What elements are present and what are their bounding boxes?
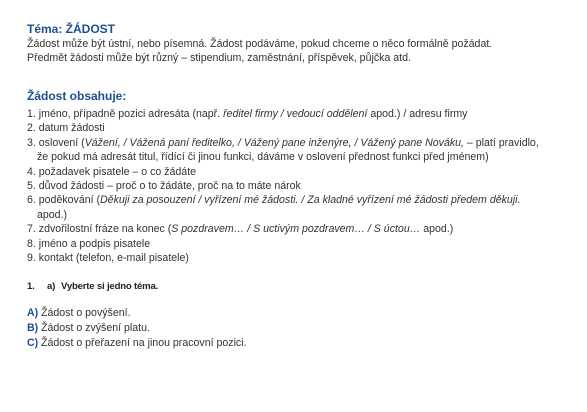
list-item: 8. jméno a podpis pisatele — [27, 237, 151, 250]
task-instruction — [27, 281, 569, 292]
list-item: 6. poděkování (Děkuji za posouzení / vyřízení mé žádosti. / Za kladné vyřízení mé žádosti předem děkuji. apod.) — [27, 194, 521, 221]
option-letter: A) — [27, 307, 39, 320]
option-letter: C) — [27, 337, 39, 350]
contents-list — [27, 107, 569, 265]
list-item: 9. kontakt (telefon, e-mail pisatele) — [27, 252, 189, 265]
list-item: 5. důvod žádosti – proč o to žádáte, proč na to máte nárok — [27, 180, 301, 193]
option-text: Žádost o přeřazení na jinou pracovní pozici. — [41, 337, 247, 350]
list-item: 3. oslovení (Vážení, / Vážená paní ředitelko, / Vážený pane inženýre, / Vážený pane Nováku, – platí pravidlo, že pokud má adresát titul, řídící či jinou funkci, dáváme v oslovení přednost funkci před jménem) — [27, 136, 539, 164]
list-item: 7. zdvořilostní fráze na konec (S pozdravem… / S uctivým pozdravem… / S úctou… apod.) — [27, 223, 454, 236]
task-sub-letter: a) — [47, 281, 56, 293]
option-a[interactable] — [27, 306, 569, 321]
option-b[interactable] — [27, 321, 569, 336]
topic-description-line-2: Předmět žádosti může být různý – stipendium, zaměstnání, příspěvek, půjčka atd. — [27, 51, 411, 64]
contents-heading: Žádost obsahuje: — [27, 89, 127, 103]
task-number: 1. — [27, 281, 35, 293]
option-c[interactable] — [27, 336, 569, 351]
option-text: Žádost o povýšení. — [41, 307, 131, 320]
list-item: 4. požadavek pisatele – o co žádáte — [27, 165, 197, 178]
task-text: Vyberte si jedno téma. — [61, 281, 159, 293]
topic-heading: Téma: ŽÁDOST — [27, 22, 116, 36]
topic-description-line-1: Žádost může být ústní, nebo písemná. Žádost podáváme, pokud chceme o něco formálně požádat. — [27, 38, 493, 50]
list-item: 1. jméno, případně pozici adresáta (např. ředitel firmy / vedoucí oddělení apod.) / adresu firmy — [27, 108, 468, 120]
topic-options — [27, 306, 569, 351]
list-item: 2. datum žádosti — [27, 122, 105, 135]
option-text: Žádost o zvýšení platu. — [41, 322, 150, 335]
option-letter: B) — [27, 322, 39, 335]
